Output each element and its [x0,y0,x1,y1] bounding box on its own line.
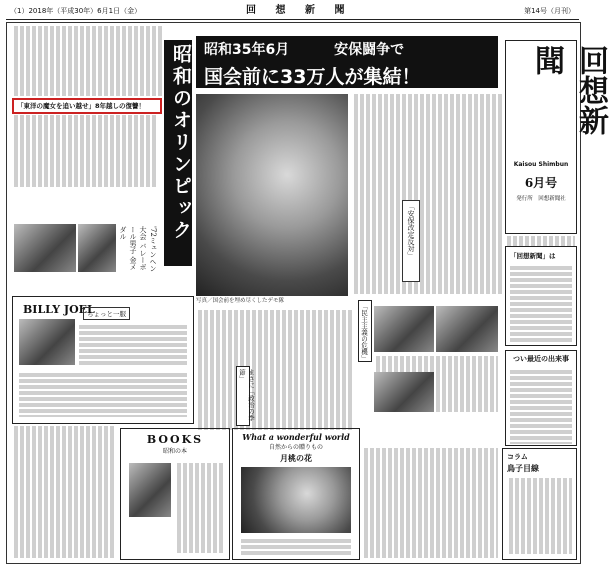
issue-number: 第14号（月刊） [524,7,575,15]
olympics-headline-text: 「東洋の魔女を追い越せ」8年越しの復讐！ [17,102,146,110]
volleyball-photo [78,224,116,272]
article-text-bottom-mid [362,448,498,558]
recent-news-title: つい最近の出来事 [513,355,569,363]
olympics-subtitle [118,226,164,276]
books-section [120,428,230,560]
headline-line2: 国会前に33万人が集結！ [204,66,421,88]
column-text [507,478,572,554]
headline-line1 [204,39,498,59]
music-article-text [79,323,187,365]
issue-date: （1）2018年（平成30年）6月1日（金） [10,7,142,15]
olympics-banner [164,40,192,266]
flower-photo [241,467,351,533]
masthead-issue: 6月号 [524,176,558,190]
books-title: BOOKS [146,433,204,446]
album-cover [19,319,75,365]
article-text-olympics [12,115,158,187]
masthead-block [505,40,608,234]
olympics-headline-box [12,98,162,114]
music-corner: ちょっと一服 [83,307,130,320]
book-cover [129,463,171,517]
recent-news-box [505,350,577,446]
headline-date: 昭和35年6月 [204,42,290,58]
recent-news-text [510,368,572,444]
olympics-subtitle-text: '72ミュンヘン大会 バレーボール男子 金メダル [119,226,157,272]
wonderful-flower: 月桃の花 [280,454,312,463]
music-artist: BILLY JOEL [23,303,95,316]
music-article-text-2 [19,371,187,417]
article-text-left-top [12,26,164,96]
olympics-photo [14,224,76,272]
music-section [12,296,194,424]
label-democracy [358,300,372,362]
column-section [502,448,577,560]
main-headline [196,36,498,88]
main-photo-diet-protest [196,94,348,296]
wonderful-subtitle: 自然からの贈りもの [268,444,323,451]
column-title: コラム [507,453,528,461]
main-photo-caption: 写真／国会前を埋め尽くしたデモ隊 [196,298,285,304]
column-name: 鳥子目線 [507,464,539,473]
side-note-security [402,200,420,282]
headline-topic: 安保闘争で [334,42,405,58]
top-bar [6,3,579,20]
label-democracy-text: 「民主主義の危機」 [360,303,368,362]
wonderful-text [241,537,351,555]
olympics-banner-text: 昭和のオリンピック [170,44,192,242]
notice-title: 「回想新聞」は [510,252,556,260]
label-politics-text: まさに「政治の季節」 [238,369,255,421]
notice-text [510,264,572,344]
photo-helicopter [374,372,434,412]
wonderful-title: What a wonderful world [242,432,350,442]
photo-crowd-small [436,306,498,352]
masthead-subtitle: Kaisou Shimbun [513,161,569,168]
label-politics [236,366,255,426]
masthead-small: 回 想 新 聞 [246,5,353,16]
wonderful-world-section [232,428,360,560]
article-text-main [352,94,502,294]
article-text-bottom-left [12,426,116,558]
article-text-middle [196,310,352,430]
books-subtitle: 昭和の本 [162,448,187,455]
books-text [175,463,223,553]
masthead-publisher: 発行所 回想新聞社 [516,196,566,202]
masthead-title: 回想新聞 [529,45,608,135]
photo-meeting [374,306,434,352]
side-note-security-text: 「安保改定反対」 [407,203,415,259]
notice-box [505,246,577,346]
